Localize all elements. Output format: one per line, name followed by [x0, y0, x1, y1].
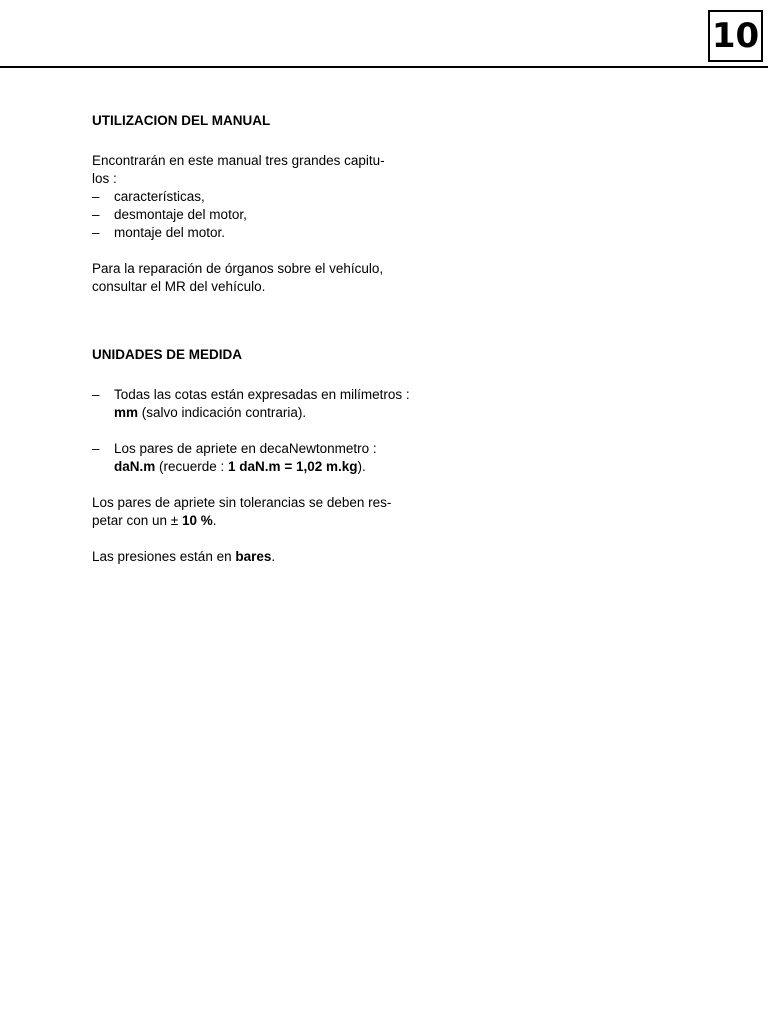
tolerance-value: 10 %	[181, 513, 213, 528]
list-item-text: características,	[114, 189, 205, 204]
pares-mid: (recuerde :	[155, 459, 229, 474]
tolerancias-line-2	[92, 512, 482, 530]
intro-line-1: Encontrarán en este manual tres grandes capitu-	[92, 153, 385, 168]
header-rule	[0, 66, 768, 68]
list-item-text: desmontaje del motor,	[114, 207, 247, 222]
conversion-value: 1 daN.m = 1,02 m.kg	[228, 459, 358, 474]
list-item-pares	[92, 440, 482, 476]
list-dash: –	[92, 441, 100, 456]
reparacion-line-1: Para la reparación de órganos sobre el vehículo,	[92, 261, 384, 276]
list-dash: –	[92, 189, 100, 204]
unit-mm: mm	[114, 405, 139, 420]
cotas-line-1: Todas las cotas están expresadas en milímetros :	[114, 387, 410, 402]
presiones-line	[92, 548, 482, 566]
section-heading-utilizacion: UTILIZACION DEL MANUAL	[92, 113, 271, 128]
cotas-rest: (salvo indicación contraria).	[138, 405, 307, 420]
chapter-number: 10	[711, 16, 760, 56]
pares-line-2	[114, 458, 482, 476]
list-item-desmontaje	[92, 206, 482, 224]
cotas-line-2	[114, 404, 482, 422]
pares-end: ).	[357, 459, 366, 474]
tolerancias-line-1: Los pares de apriete sin tolerancias se deben res-	[92, 495, 392, 510]
list-item-montaje	[92, 224, 482, 242]
page-content	[92, 112, 482, 566]
list-dash: –	[92, 207, 100, 222]
presiones-end: .	[271, 549, 276, 564]
intro-line-2: los :	[92, 171, 117, 186]
reparacion-line-2: consultar el MR del vehículo.	[92, 279, 266, 294]
section-heading-unidades: UNIDADES DE MEDIDA	[92, 347, 243, 362]
tolerancias-pre: petar con un ±	[92, 513, 182, 528]
chapter-number-box	[708, 10, 763, 62]
list-dash: –	[92, 225, 100, 240]
unit-danm: daN.m	[114, 459, 156, 474]
pressure-unit: bares	[235, 549, 272, 564]
list-item-caracteristicas	[92, 188, 482, 206]
list-item-text: montaje del motor.	[114, 225, 226, 240]
list-item-cotas	[92, 386, 482, 422]
pares-line-1: Los pares de apriete en decaNewtonmetro :	[114, 441, 377, 456]
list-dash: –	[92, 387, 100, 402]
presiones-pre: Las presiones están en	[92, 549, 236, 564]
tolerancias-end: .	[212, 513, 217, 528]
